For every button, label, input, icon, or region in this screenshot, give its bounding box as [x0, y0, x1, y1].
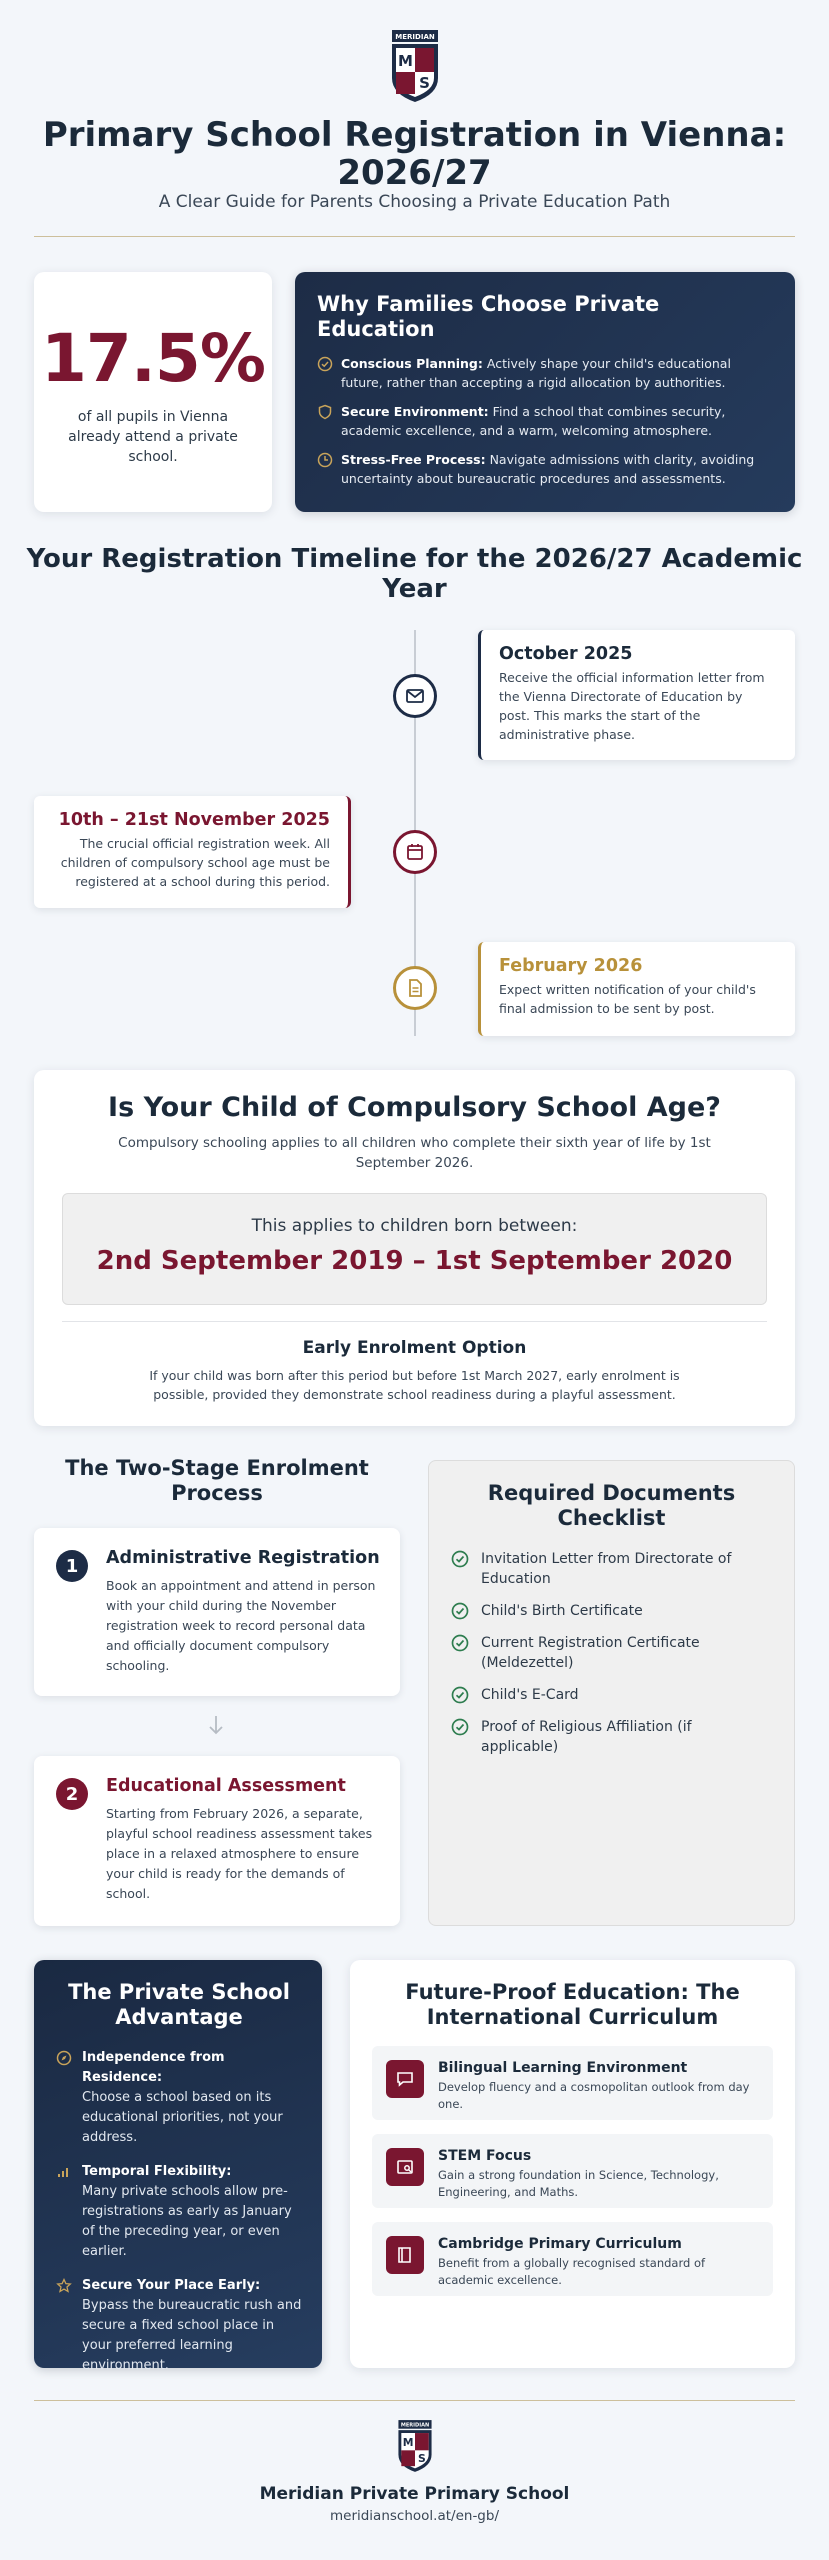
arrow-down-icon	[207, 1714, 225, 1736]
why-item-text: Actively shape your child's educational future, rather than accepting a rigid allocation by authorities.	[341, 356, 731, 390]
mail-icon	[405, 686, 425, 706]
microscope-icon	[386, 2148, 424, 2186]
curriculum-item-title: STEM Focus	[438, 2148, 532, 2164]
advantage-item-bold: Temporal Flexibility:	[82, 2164, 232, 2179]
svg-text:M: M	[402, 2436, 414, 2449]
footer-school-name: Meridian Private Primary School	[259, 2484, 570, 2504]
bar-chart-icon	[56, 2164, 72, 2180]
stages-title: The Two-Stage Enrolment Process	[65, 1456, 369, 1505]
check-circle-icon	[317, 356, 333, 372]
timeline-dot-november	[393, 830, 437, 874]
advantage-item-bold: Secure Your Place Early:	[82, 2278, 261, 2293]
curriculum-item-text: Gain a strong foundation in Science, Technology, Engineering, and Maths.	[438, 2168, 719, 2199]
why-item	[317, 450, 773, 488]
stage-number: 1	[56, 1550, 88, 1582]
compass-icon	[56, 2050, 72, 2066]
curriculum-item	[372, 2046, 773, 2120]
why-item-text: Find a school that combines security, academic excellence, and a warm, welcoming atmosphere.	[341, 404, 726, 438]
documents-title: Required Documents Checklist	[487, 1481, 736, 1530]
footer-website-link[interactable]: meridianschool.at/en-gb/	[329, 2508, 499, 2524]
timeline-text: Receive the official information letter from the Vienna Directorate of Education by post. This marks the start of the administrative phase.	[499, 670, 765, 742]
timeline-text: The crucial official registration week. All children of compulsory school age must be registered at a school during this period.	[60, 836, 330, 889]
documents-checklist-card	[428, 1460, 795, 1926]
check-circle-icon	[451, 1634, 469, 1652]
book-icon	[386, 2236, 424, 2274]
advantage-item-bold: Independence from Residence:	[82, 2050, 225, 2085]
stage-text: Book an appointment and attend in person with your child during the November registration week to record personal data and officially document compulsory schooling.	[106, 1578, 376, 1673]
stage-number: 2	[56, 1778, 88, 1810]
check-circle-icon	[451, 1718, 469, 1736]
calendar-icon	[405, 842, 425, 862]
timeline-date: October 2025	[499, 644, 633, 664]
advantage-item	[56, 2048, 302, 2148]
svg-text:S: S	[418, 74, 430, 92]
document-item-label: Child's Birth Certificate	[481, 1603, 643, 1619]
timeline-text: Expect written notification of your child's final admission to be sent by post.	[499, 982, 756, 1016]
why-item	[317, 354, 773, 392]
curriculum-item-title: Bilingual Learning Environment	[438, 2060, 688, 2076]
future-proof-card	[350, 1960, 795, 2368]
curriculum-item-text: Benefit from a globally recognised standard of academic excellence.	[438, 2256, 706, 2287]
shield-crest-icon	[390, 30, 440, 102]
check-circle-icon	[451, 1602, 469, 1620]
check-circle-icon	[451, 1550, 469, 1568]
document-item-label: Current Registration Certificate (Meldezettel)	[481, 1635, 700, 1671]
page-title: Primary School Registration in Vienna: 2026/27	[42, 115, 787, 193]
curriculum-item-title: Cambridge Primary Curriculum	[438, 2236, 682, 2252]
why-item-text: Navigate admissions with clarity, avoiding uncertainty about bureaucratic procedures and assessments.	[341, 452, 755, 486]
curriculum-item	[372, 2134, 773, 2208]
stat-text: of all pupils in Vienna already attend a private school.	[68, 409, 238, 465]
compulsory-subtitle: Compulsory schooling applies to all children who complete their sixth year of life by 1st September 2026.	[118, 1135, 711, 1171]
timeline-dot-february	[393, 966, 437, 1010]
check-circle-icon	[451, 1686, 469, 1704]
shield-icon	[317, 404, 333, 420]
timeline-dot-october	[393, 674, 437, 718]
svg-text:M: M	[397, 52, 413, 70]
chat-icon	[386, 2060, 424, 2098]
timeline-date: February 2026	[499, 956, 643, 976]
birth-range-box	[62, 1193, 767, 1305]
school-logo	[390, 30, 440, 102]
early-enrolment-title: Early Enrolment Option	[302, 1338, 527, 1358]
document-item	[451, 1549, 772, 1589]
future-title: Future-Proof Education: The International Curriculum	[405, 1980, 740, 2029]
document-item-label: Child's E-Card	[481, 1687, 579, 1703]
timeline-date: 10th – 21st November 2025	[58, 810, 330, 830]
clock-icon	[317, 452, 333, 468]
divider	[62, 1321, 767, 1322]
document-icon	[405, 978, 425, 998]
advantage-title: The Private School Advantage	[68, 1980, 290, 2029]
document-item-label: Proof of Religious Affiliation (if applicable)	[481, 1719, 692, 1755]
why-item-bold: Secure Environment:	[341, 404, 489, 419]
stat-value: 17.5%	[41, 320, 265, 397]
timeline-title: Your Registration Timeline for the 2026/27 Academic Year	[26, 544, 803, 604]
advantage-item-text: Bypass the bureaucratic rush and secure a fixed school place in your preferred learning environment.	[82, 2298, 302, 2373]
advantage-item-text: Choose a school based on its educational priorities, not your address.	[82, 2090, 283, 2145]
why-item-bold: Conscious Planning:	[341, 356, 483, 371]
early-enrolment-text: If your child was born after this period but before 1st March 2027, early enrolment is possible, provided they demonstrate school readiness during a playful assessment.	[149, 1368, 680, 1402]
page-subtitle: A Clear Guide for Parents Choosing a Private Education Path	[158, 192, 671, 212]
curriculum-item	[372, 2222, 773, 2296]
advantage-item	[56, 2276, 302, 2376]
private-advantage-card	[34, 1960, 322, 2373]
footer-logo	[397, 2420, 433, 2472]
divider	[34, 236, 795, 237]
timeline-card-october	[478, 630, 795, 760]
advantage-item	[56, 2162, 302, 2262]
stage-title: Educational Assessment	[106, 1776, 346, 1796]
document-item	[451, 1717, 772, 1757]
why-families-card	[295, 272, 795, 512]
document-item	[451, 1685, 772, 1705]
why-item	[317, 402, 773, 440]
svg-text:MERIDIAN: MERIDIAN	[394, 33, 435, 41]
timeline-card-november	[34, 796, 351, 908]
timeline-card-february	[478, 942, 795, 1036]
shield-crest-icon	[397, 2420, 433, 2472]
birth-range-dates: 2nd September 2019 – 1st September 2020	[96, 1246, 733, 1276]
svg-text:MERIDIAN: MERIDIAN	[400, 2422, 429, 2429]
stage-card-2	[34, 1756, 400, 1926]
curriculum-item-text: Develop fluency and a cosmopolitan outlook from day one.	[438, 2080, 750, 2111]
document-item-label: Invitation Letter from Directorate of Education	[481, 1551, 732, 1587]
stage-card-1	[34, 1528, 400, 1696]
document-item	[451, 1601, 772, 1621]
stat-card	[34, 272, 272, 512]
compulsory-age-card	[34, 1070, 795, 1426]
divider	[34, 2400, 795, 2401]
why-item-bold: Stress-Free Process:	[341, 452, 486, 467]
star-icon	[56, 2278, 72, 2294]
why-title: Why Families Choose Private Education	[317, 292, 660, 341]
svg-text:S: S	[417, 2451, 426, 2465]
advantage-item-text: Many private schools allow pre-registrations as early as January of the preceding year, or even earlier.	[82, 2184, 292, 2259]
stage-text: Starting from February 2026, a separate, playful school readiness assessment takes place in a relaxed atmosphere to ensure your child is ready for the demands of school.	[106, 1806, 373, 1901]
compulsory-title: Is Your Child of Compulsory School Age?	[108, 1092, 721, 1123]
document-item	[451, 1633, 772, 1673]
birth-range-label: This applies to children born between:	[251, 1216, 578, 1236]
stage-title: Administrative Registration	[106, 1548, 380, 1568]
